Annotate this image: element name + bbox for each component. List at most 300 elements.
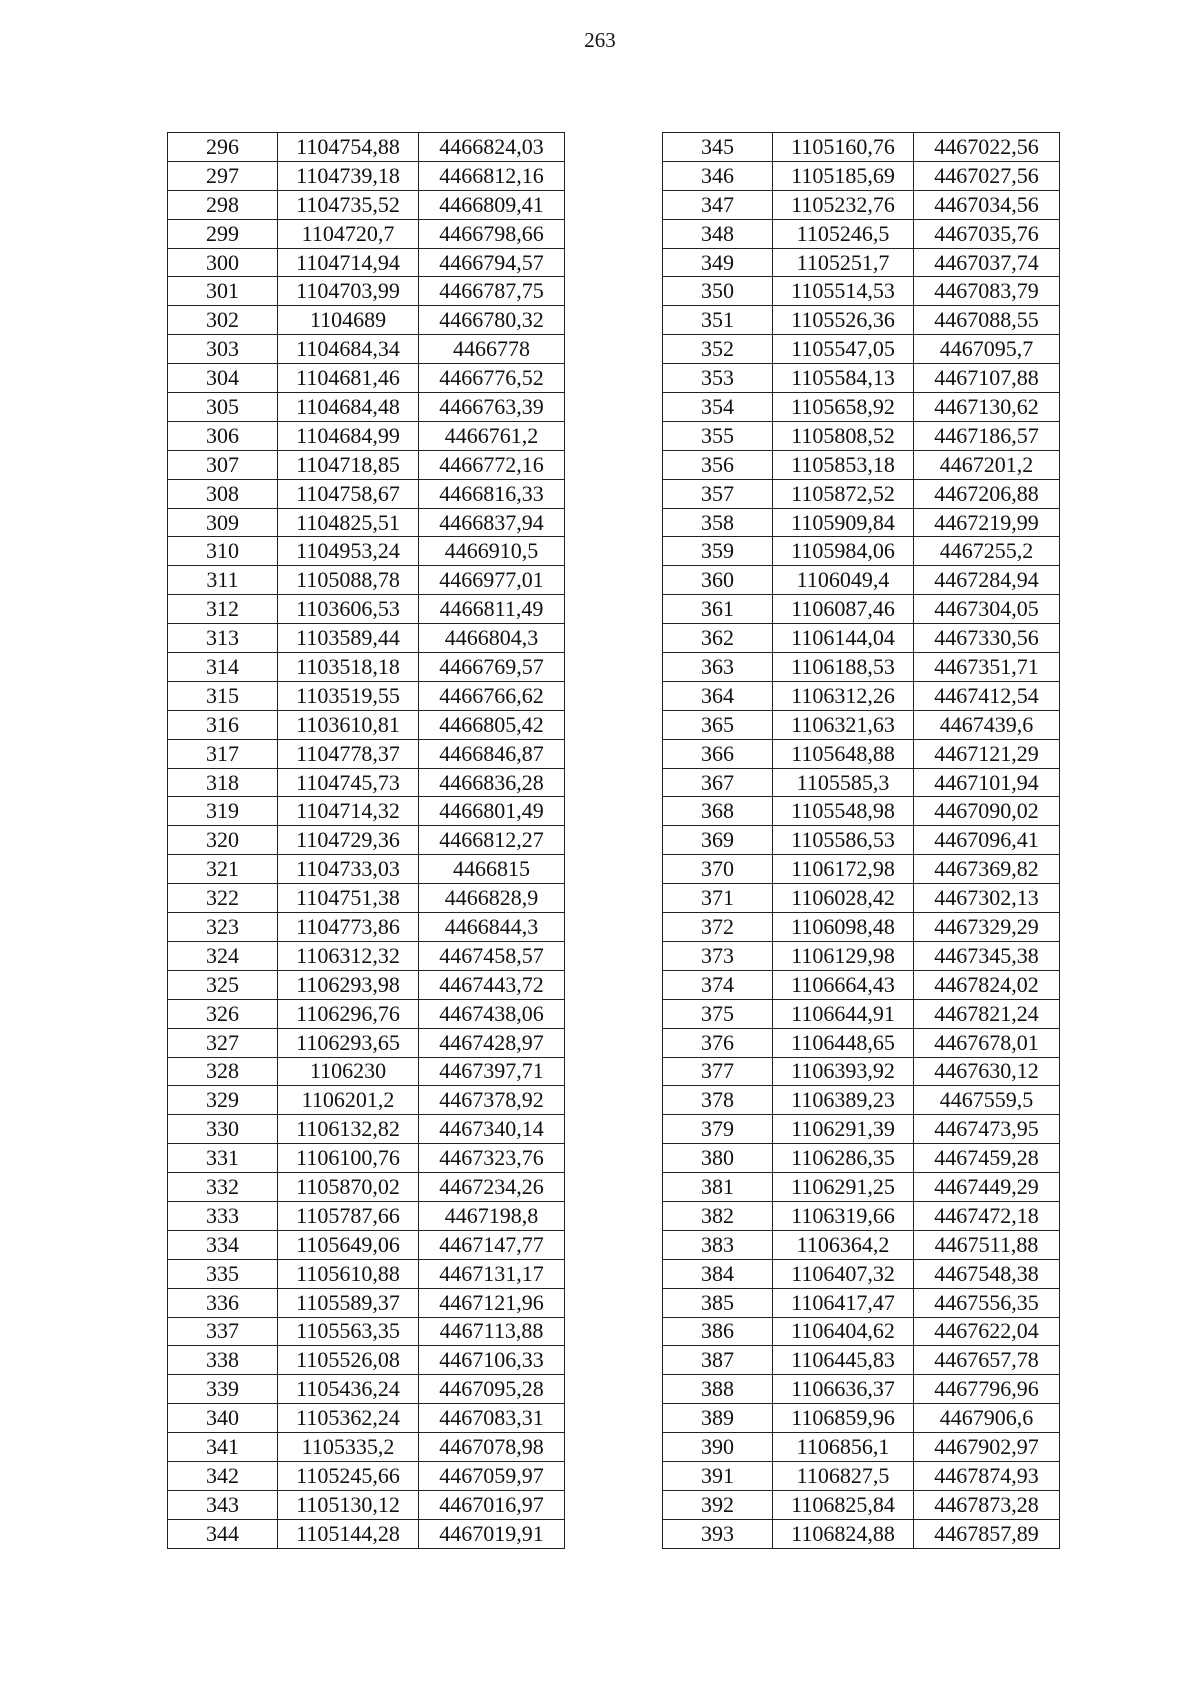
y-coordinate-cell: 4466846,87 — [419, 739, 565, 768]
point-number-cell: 325 — [168, 970, 278, 999]
x-coordinate-cell: 1106364,2 — [773, 1230, 914, 1259]
x-coordinate-cell: 1104953,24 — [278, 537, 419, 566]
y-coordinate-cell: 4467037,74 — [914, 248, 1060, 277]
x-coordinate-cell: 1105589,37 — [278, 1288, 419, 1317]
x-coordinate-cell: 1105514,53 — [773, 277, 914, 306]
point-number-cell: 307 — [168, 450, 278, 479]
table-row — [168, 826, 565, 855]
x-coordinate-cell: 1105160,76 — [773, 133, 914, 162]
x-coordinate-cell: 1105909,84 — [773, 508, 914, 537]
table-row — [168, 999, 565, 1028]
x-coordinate-cell: 1106312,32 — [278, 941, 419, 970]
table-row — [168, 1201, 565, 1230]
table-row — [663, 1519, 1060, 1548]
point-number-cell: 338 — [168, 1346, 278, 1375]
x-coordinate-cell: 1105658,92 — [773, 393, 914, 422]
table-row — [663, 913, 1060, 942]
x-coordinate-cell: 1106286,35 — [773, 1144, 914, 1173]
table-row — [168, 1057, 565, 1086]
table-row — [663, 1173, 1060, 1202]
x-coordinate-cell: 1106312,26 — [773, 681, 914, 710]
x-coordinate-cell: 1106144,04 — [773, 624, 914, 653]
point-number-cell: 322 — [168, 884, 278, 913]
y-coordinate-cell: 4467234,26 — [419, 1173, 565, 1202]
x-coordinate-cell: 1106389,23 — [773, 1086, 914, 1115]
point-number-cell: 333 — [168, 1201, 278, 1230]
y-coordinate-cell: 4467874,93 — [914, 1461, 1060, 1490]
y-coordinate-cell: 4467095,7 — [914, 335, 1060, 364]
x-coordinate-cell: 1105808,52 — [773, 421, 914, 450]
x-coordinate-cell: 1105563,35 — [278, 1317, 419, 1346]
table-row — [168, 1259, 565, 1288]
table-row — [168, 913, 565, 942]
x-coordinate-cell: 1105335,2 — [278, 1433, 419, 1462]
y-coordinate-cell: 4467016,97 — [419, 1490, 565, 1519]
table-row — [168, 855, 565, 884]
point-number-cell: 353 — [663, 364, 773, 393]
point-number-cell: 327 — [168, 1028, 278, 1057]
point-number-cell: 339 — [168, 1375, 278, 1404]
y-coordinate-cell: 4466794,57 — [419, 248, 565, 277]
y-coordinate-cell: 4467101,94 — [914, 768, 1060, 797]
x-coordinate-cell: 1106291,25 — [773, 1173, 914, 1202]
point-number-cell: 350 — [663, 277, 773, 306]
point-number-cell: 392 — [663, 1490, 773, 1519]
x-coordinate-cell: 1105088,78 — [278, 566, 419, 595]
y-coordinate-cell: 4467107,88 — [914, 364, 1060, 393]
table-row — [168, 884, 565, 913]
point-number-cell: 376 — [663, 1028, 773, 1057]
y-coordinate-cell: 4467096,41 — [914, 826, 1060, 855]
y-coordinate-cell: 4467438,06 — [419, 999, 565, 1028]
x-coordinate-cell: 1105436,24 — [278, 1375, 419, 1404]
x-coordinate-cell: 1105526,36 — [773, 306, 914, 335]
x-coordinate-cell: 1104825,51 — [278, 508, 419, 537]
table-row — [168, 595, 565, 624]
table-row — [663, 941, 1060, 970]
y-coordinate-cell: 4466844,3 — [419, 913, 565, 942]
table-row — [663, 479, 1060, 508]
table-row — [168, 219, 565, 248]
table-row — [168, 710, 565, 739]
table-row — [663, 999, 1060, 1028]
point-number-cell: 324 — [168, 941, 278, 970]
table-row — [168, 450, 565, 479]
point-number-cell: 315 — [168, 681, 278, 710]
point-number-cell: 348 — [663, 219, 773, 248]
x-coordinate-cell: 1104778,37 — [278, 739, 419, 768]
y-coordinate-cell: 4467083,79 — [914, 277, 1060, 306]
point-number-cell: 321 — [168, 855, 278, 884]
table-row — [663, 970, 1060, 999]
table-row — [663, 248, 1060, 277]
y-coordinate-cell: 4467131,17 — [419, 1259, 565, 1288]
y-coordinate-cell: 4467511,88 — [914, 1230, 1060, 1259]
y-coordinate-cell: 4467147,77 — [419, 1230, 565, 1259]
x-coordinate-cell: 1105586,53 — [773, 826, 914, 855]
x-coordinate-cell: 1105610,88 — [278, 1259, 419, 1288]
table-row — [663, 393, 1060, 422]
x-coordinate-cell: 1104684,99 — [278, 421, 419, 450]
coordinates-table-left-body — [168, 133, 565, 1549]
point-number-cell: 297 — [168, 161, 278, 190]
point-number-cell: 362 — [663, 624, 773, 653]
table-row — [168, 681, 565, 710]
coordinates-table-right-body — [663, 133, 1060, 1549]
table-row — [663, 190, 1060, 219]
y-coordinate-cell: 4467439,6 — [914, 710, 1060, 739]
point-number-cell: 303 — [168, 335, 278, 364]
x-coordinate-cell: 1105362,24 — [278, 1404, 419, 1433]
point-number-cell: 331 — [168, 1144, 278, 1173]
coordinates-table-left — [167, 132, 565, 1549]
x-coordinate-cell: 1105584,13 — [773, 364, 914, 393]
point-number-cell: 370 — [663, 855, 773, 884]
x-coordinate-cell: 1104773,86 — [278, 913, 419, 942]
y-coordinate-cell: 4466812,16 — [419, 161, 565, 190]
table-row — [663, 768, 1060, 797]
y-coordinate-cell: 4467345,38 — [914, 941, 1060, 970]
table-row — [168, 941, 565, 970]
x-coordinate-cell: 1104720,7 — [278, 219, 419, 248]
x-coordinate-cell: 1105787,66 — [278, 1201, 419, 1230]
x-coordinate-cell: 1104745,73 — [278, 768, 419, 797]
x-coordinate-cell: 1106856,1 — [773, 1433, 914, 1462]
table-row — [663, 219, 1060, 248]
table-row — [663, 537, 1060, 566]
point-number-cell: 351 — [663, 306, 773, 335]
x-coordinate-cell: 1104681,46 — [278, 364, 419, 393]
y-coordinate-cell: 4467678,01 — [914, 1028, 1060, 1057]
point-number-cell: 352 — [663, 335, 773, 364]
y-coordinate-cell: 4466778 — [419, 335, 565, 364]
x-coordinate-cell: 1106393,92 — [773, 1057, 914, 1086]
point-number-cell: 328 — [168, 1057, 278, 1086]
table-row — [663, 421, 1060, 450]
table-row — [168, 739, 565, 768]
table-row — [168, 1115, 565, 1144]
point-number-cell: 301 — [168, 277, 278, 306]
y-coordinate-cell: 4467113,88 — [419, 1317, 565, 1346]
point-number-cell: 300 — [168, 248, 278, 277]
point-number-cell: 347 — [663, 190, 773, 219]
table-row — [168, 1288, 565, 1317]
x-coordinate-cell: 1104758,67 — [278, 479, 419, 508]
y-coordinate-cell: 4467548,38 — [914, 1259, 1060, 1288]
table-row — [663, 1201, 1060, 1230]
table-row — [168, 479, 565, 508]
y-coordinate-cell: 4467369,82 — [914, 855, 1060, 884]
table-row — [663, 508, 1060, 537]
table-row — [168, 1086, 565, 1115]
point-number-cell: 308 — [168, 479, 278, 508]
table-row — [663, 450, 1060, 479]
point-number-cell: 389 — [663, 1404, 773, 1433]
point-number-cell: 344 — [168, 1519, 278, 1548]
y-coordinate-cell: 4467323,76 — [419, 1144, 565, 1173]
point-number-cell: 377 — [663, 1057, 773, 1086]
y-coordinate-cell: 4466801,49 — [419, 797, 565, 826]
point-number-cell: 365 — [663, 710, 773, 739]
x-coordinate-cell: 1106827,5 — [773, 1461, 914, 1490]
y-coordinate-cell: 4466780,32 — [419, 306, 565, 335]
y-coordinate-cell: 4466763,39 — [419, 393, 565, 422]
table-row — [168, 797, 565, 826]
point-number-cell: 318 — [168, 768, 278, 797]
y-coordinate-cell: 4466769,57 — [419, 653, 565, 682]
table-row — [168, 393, 565, 422]
y-coordinate-cell: 4467351,71 — [914, 653, 1060, 682]
y-coordinate-cell: 4467449,29 — [914, 1173, 1060, 1202]
table-row — [168, 508, 565, 537]
y-coordinate-cell: 4467201,2 — [914, 450, 1060, 479]
point-number-cell: 393 — [663, 1519, 773, 1548]
point-number-cell: 314 — [168, 653, 278, 682]
x-coordinate-cell: 1105585,3 — [773, 768, 914, 797]
table-row — [168, 1346, 565, 1375]
table-row — [663, 1288, 1060, 1317]
y-coordinate-cell: 4467095,28 — [419, 1375, 565, 1404]
point-number-cell: 319 — [168, 797, 278, 826]
y-coordinate-cell: 4466824,03 — [419, 133, 565, 162]
y-coordinate-cell: 4467022,56 — [914, 133, 1060, 162]
table-row — [663, 1317, 1060, 1346]
point-number-cell: 360 — [663, 566, 773, 595]
x-coordinate-cell: 1106087,46 — [773, 595, 914, 624]
x-coordinate-cell: 1106293,98 — [278, 970, 419, 999]
point-number-cell: 354 — [663, 393, 773, 422]
y-coordinate-cell: 4467019,91 — [419, 1519, 565, 1548]
point-number-cell: 340 — [168, 1404, 278, 1433]
x-coordinate-cell: 1104718,85 — [278, 450, 419, 479]
y-coordinate-cell: 4466809,41 — [419, 190, 565, 219]
point-number-cell: 346 — [663, 161, 773, 190]
x-coordinate-cell: 1105547,05 — [773, 335, 914, 364]
x-coordinate-cell: 1106132,82 — [278, 1115, 419, 1144]
point-number-cell: 382 — [663, 1201, 773, 1230]
y-coordinate-cell: 4466805,42 — [419, 710, 565, 739]
x-coordinate-cell: 1105984,06 — [773, 537, 914, 566]
point-number-cell: 299 — [168, 219, 278, 248]
table-row — [663, 1144, 1060, 1173]
point-number-cell: 343 — [168, 1490, 278, 1519]
table-row — [663, 855, 1060, 884]
x-coordinate-cell: 1105870,02 — [278, 1173, 419, 1202]
y-coordinate-cell: 4466977,01 — [419, 566, 565, 595]
x-coordinate-cell: 1106172,98 — [773, 855, 914, 884]
point-number-cell: 358 — [663, 508, 773, 537]
table-row — [168, 1144, 565, 1173]
point-number-cell: 335 — [168, 1259, 278, 1288]
x-coordinate-cell: 1105130,12 — [278, 1490, 419, 1519]
y-coordinate-cell: 4467083,31 — [419, 1404, 565, 1433]
table-row — [168, 364, 565, 393]
x-coordinate-cell: 1105246,5 — [773, 219, 914, 248]
y-coordinate-cell: 4467219,99 — [914, 508, 1060, 537]
point-number-cell: 367 — [663, 768, 773, 797]
y-coordinate-cell: 4467284,94 — [914, 566, 1060, 595]
x-coordinate-cell: 1105251,7 — [773, 248, 914, 277]
point-number-cell: 385 — [663, 1288, 773, 1317]
table-row — [663, 595, 1060, 624]
point-number-cell: 363 — [663, 653, 773, 682]
coordinates-table-right — [662, 132, 1060, 1549]
x-coordinate-cell: 1106201,2 — [278, 1086, 419, 1115]
y-coordinate-cell: 4467121,96 — [419, 1288, 565, 1317]
y-coordinate-cell: 4467459,28 — [914, 1144, 1060, 1173]
point-number-cell: 380 — [663, 1144, 773, 1173]
x-coordinate-cell: 1105648,88 — [773, 739, 914, 768]
table-row — [663, 335, 1060, 364]
table-row — [168, 653, 565, 682]
y-coordinate-cell: 4467340,14 — [419, 1115, 565, 1144]
y-coordinate-cell: 4467378,92 — [419, 1086, 565, 1115]
table-row — [168, 970, 565, 999]
x-coordinate-cell: 1104703,99 — [278, 277, 419, 306]
x-coordinate-cell: 1106417,47 — [773, 1288, 914, 1317]
point-number-cell: 320 — [168, 826, 278, 855]
table-row — [168, 1404, 565, 1433]
table-row — [168, 1028, 565, 1057]
y-coordinate-cell: 4467472,18 — [914, 1201, 1060, 1230]
x-coordinate-cell: 1103610,81 — [278, 710, 419, 739]
point-number-cell: 309 — [168, 508, 278, 537]
table-row — [663, 1375, 1060, 1404]
table-row — [168, 1375, 565, 1404]
point-number-cell: 361 — [663, 595, 773, 624]
y-coordinate-cell: 4466815 — [419, 855, 565, 884]
x-coordinate-cell: 1106404,62 — [773, 1317, 914, 1346]
x-coordinate-cell: 1105872,52 — [773, 479, 914, 508]
y-coordinate-cell: 4467330,56 — [914, 624, 1060, 653]
x-coordinate-cell: 1105144,28 — [278, 1519, 419, 1548]
y-coordinate-cell: 4466837,94 — [419, 508, 565, 537]
table-row — [168, 248, 565, 277]
x-coordinate-cell: 1104684,48 — [278, 393, 419, 422]
x-coordinate-cell: 1106291,39 — [773, 1115, 914, 1144]
y-coordinate-cell: 4466836,28 — [419, 768, 565, 797]
table-row — [663, 1086, 1060, 1115]
y-coordinate-cell: 4466761,2 — [419, 421, 565, 450]
point-number-cell: 373 — [663, 941, 773, 970]
table-row — [168, 537, 565, 566]
y-coordinate-cell: 4467206,88 — [914, 479, 1060, 508]
point-number-cell: 378 — [663, 1086, 773, 1115]
y-coordinate-cell: 4466787,75 — [419, 277, 565, 306]
table-row — [663, 364, 1060, 393]
point-number-cell: 368 — [663, 797, 773, 826]
y-coordinate-cell: 4466766,62 — [419, 681, 565, 710]
y-coordinate-cell: 4466816,33 — [419, 479, 565, 508]
table-row — [663, 277, 1060, 306]
point-number-cell: 355 — [663, 421, 773, 450]
y-coordinate-cell: 4467186,57 — [914, 421, 1060, 450]
y-coordinate-cell: 4467090,02 — [914, 797, 1060, 826]
y-coordinate-cell: 4467106,33 — [419, 1346, 565, 1375]
x-coordinate-cell: 1103606,53 — [278, 595, 419, 624]
table-row — [168, 1433, 565, 1462]
y-coordinate-cell: 4467078,98 — [419, 1433, 565, 1462]
point-number-cell: 312 — [168, 595, 278, 624]
table-row — [168, 1490, 565, 1519]
point-number-cell: 359 — [663, 537, 773, 566]
point-number-cell: 388 — [663, 1375, 773, 1404]
table-row — [663, 133, 1060, 162]
x-coordinate-cell: 1106296,76 — [278, 999, 419, 1028]
x-coordinate-cell: 1106129,98 — [773, 941, 914, 970]
table-row — [168, 1519, 565, 1548]
y-coordinate-cell: 4467473,95 — [914, 1115, 1060, 1144]
y-coordinate-cell: 4467458,57 — [419, 941, 565, 970]
y-coordinate-cell: 4467329,29 — [914, 913, 1060, 942]
y-coordinate-cell: 4467059,97 — [419, 1461, 565, 1490]
x-coordinate-cell: 1106319,66 — [773, 1201, 914, 1230]
point-number-cell: 391 — [663, 1461, 773, 1490]
y-coordinate-cell: 4467622,04 — [914, 1317, 1060, 1346]
point-number-cell: 304 — [168, 364, 278, 393]
table-row — [663, 1346, 1060, 1375]
y-coordinate-cell: 4467255,2 — [914, 537, 1060, 566]
x-coordinate-cell: 1106098,48 — [773, 913, 914, 942]
y-coordinate-cell: 4466811,49 — [419, 595, 565, 624]
x-coordinate-cell: 1106321,63 — [773, 710, 914, 739]
x-coordinate-cell: 1104714,32 — [278, 797, 419, 826]
x-coordinate-cell: 1106293,65 — [278, 1028, 419, 1057]
y-coordinate-cell: 4467857,89 — [914, 1519, 1060, 1548]
table-row — [663, 1404, 1060, 1433]
point-number-cell: 316 — [168, 710, 278, 739]
y-coordinate-cell: 4466910,5 — [419, 537, 565, 566]
point-number-cell: 386 — [663, 1317, 773, 1346]
x-coordinate-cell: 1104751,38 — [278, 884, 419, 913]
point-number-cell: 372 — [663, 913, 773, 942]
table-row — [168, 624, 565, 653]
table-row — [663, 1028, 1060, 1057]
y-coordinate-cell: 4467559,5 — [914, 1086, 1060, 1115]
y-coordinate-cell: 4467906,6 — [914, 1404, 1060, 1433]
point-number-cell: 296 — [168, 133, 278, 162]
table-row — [168, 421, 565, 450]
point-number-cell: 329 — [168, 1086, 278, 1115]
x-coordinate-cell: 1104714,94 — [278, 248, 419, 277]
point-number-cell: 357 — [663, 479, 773, 508]
point-number-cell: 298 — [168, 190, 278, 219]
x-coordinate-cell: 1106824,88 — [773, 1519, 914, 1548]
point-number-cell: 330 — [168, 1115, 278, 1144]
table-row — [663, 1461, 1060, 1490]
table-row — [663, 1057, 1060, 1086]
table-row — [663, 681, 1060, 710]
y-coordinate-cell: 4467088,55 — [914, 306, 1060, 335]
y-coordinate-cell: 4467824,02 — [914, 970, 1060, 999]
x-coordinate-cell: 1104729,36 — [278, 826, 419, 855]
point-number-cell: 349 — [663, 248, 773, 277]
y-coordinate-cell: 4467412,54 — [914, 681, 1060, 710]
point-number-cell: 306 — [168, 421, 278, 450]
table-row — [663, 739, 1060, 768]
x-coordinate-cell: 1106049,4 — [773, 566, 914, 595]
point-number-cell: 311 — [168, 566, 278, 595]
point-number-cell: 371 — [663, 884, 773, 913]
y-coordinate-cell: 4466772,16 — [419, 450, 565, 479]
point-number-cell: 369 — [663, 826, 773, 855]
y-coordinate-cell: 4467304,05 — [914, 595, 1060, 624]
table-row — [168, 566, 565, 595]
table-row — [663, 653, 1060, 682]
table-row — [663, 1490, 1060, 1519]
y-coordinate-cell: 4467027,56 — [914, 161, 1060, 190]
table-row — [168, 1230, 565, 1259]
